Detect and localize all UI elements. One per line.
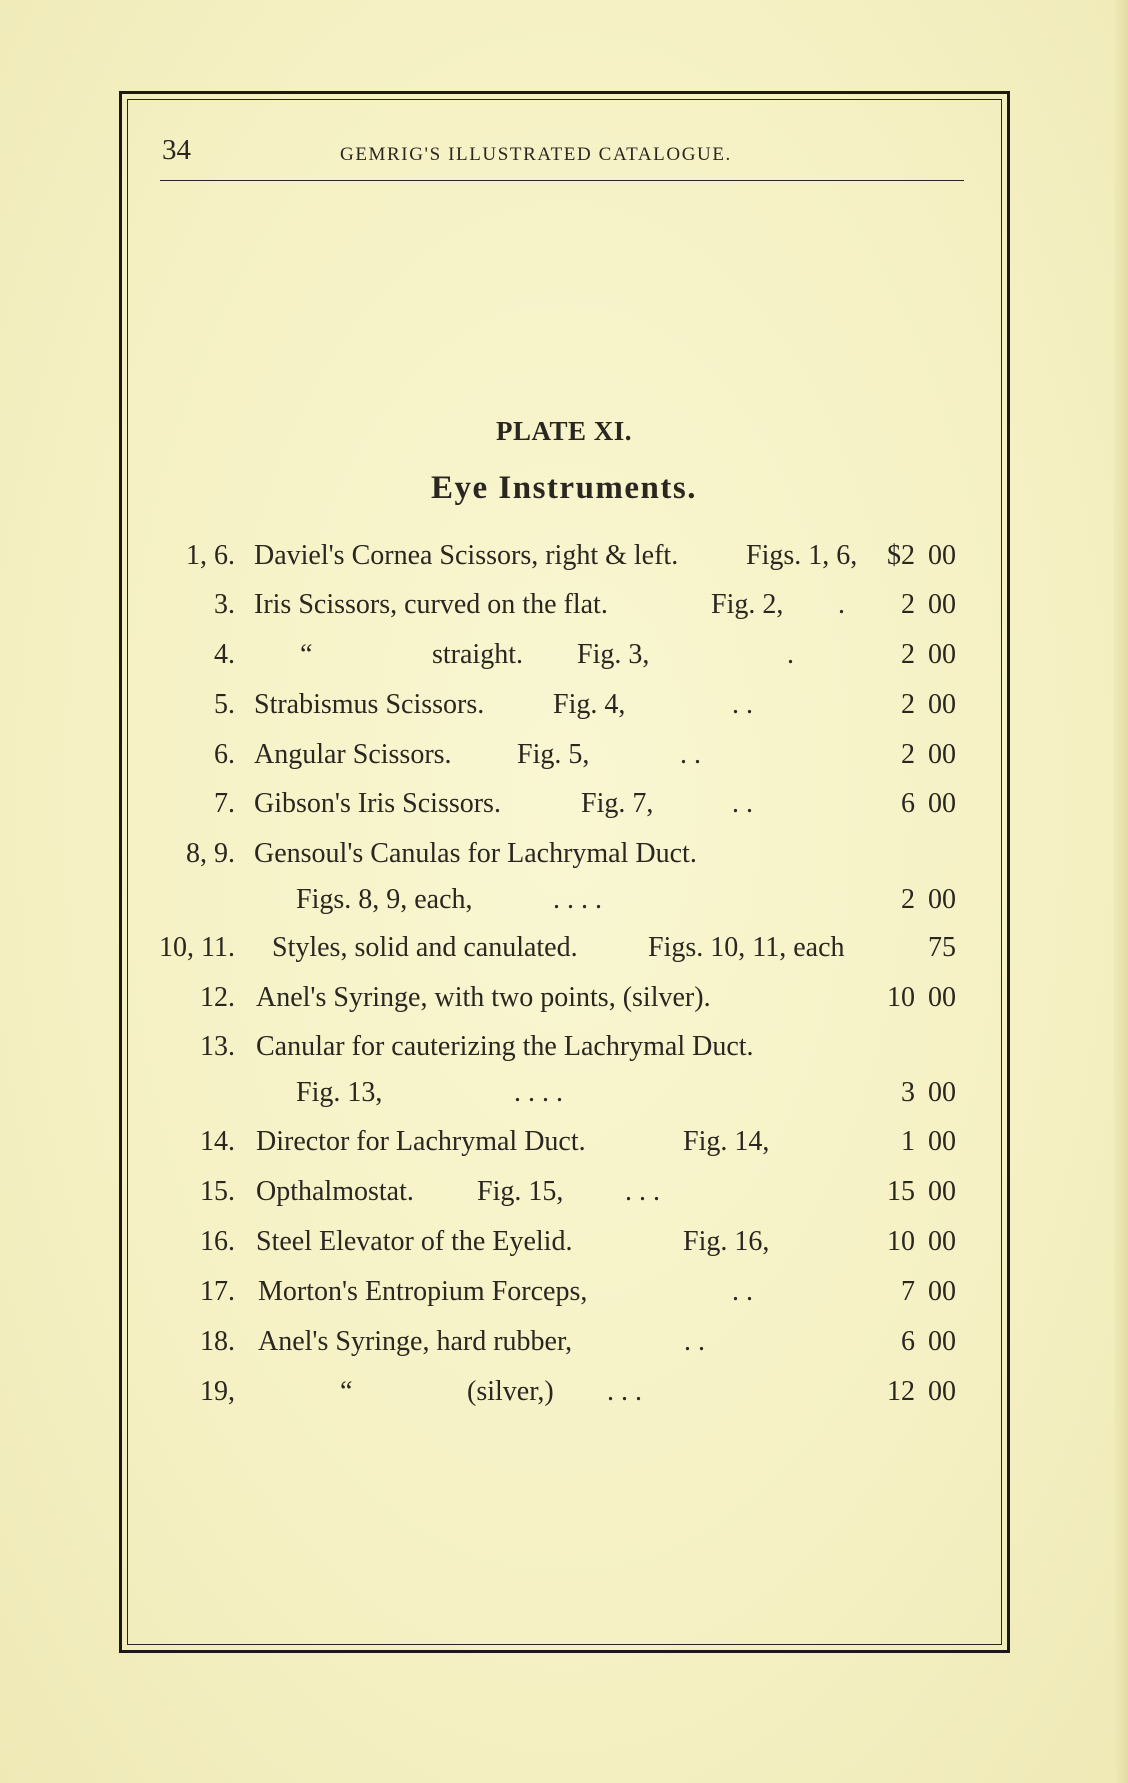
item-number: 19,	[200, 1376, 235, 1407]
list-item-continuation	[0, 1073, 1128, 1113]
item-figure: Fig. 3,	[577, 639, 650, 670]
running-title: GEMRIG'S ILLUSTRATED CATALOGUE.	[340, 144, 732, 165]
item-description: Iris Scissors, curved on the flat.	[254, 589, 608, 620]
list-item	[0, 784, 1128, 824]
page-number: 34	[162, 134, 191, 166]
item-number: 17.	[200, 1276, 235, 1307]
item-number: 15.	[200, 1176, 235, 1207]
item-figure: Figs. 10, 11, each	[648, 932, 845, 963]
plate-title: PLATE XI.	[495, 416, 633, 446]
item-price-dollars: 2	[901, 589, 915, 620]
item-price-cents: 00	[928, 739, 956, 770]
item-price-dollars: 6	[901, 788, 915, 819]
item-description: Anel's Syringe, with two points, (silver).	[256, 982, 711, 1013]
leader-dots: . .	[732, 788, 753, 819]
item-number: 8, 9.	[186, 838, 235, 869]
item-description: Figs. 8, 9, each,	[296, 884, 473, 915]
item-number: 1, 6.	[186, 540, 235, 571]
item-description: (silver,)	[467, 1376, 554, 1407]
leader-dots: . . . .	[553, 884, 602, 915]
item-description: Daviel's Cornea Scissors, right & left.	[254, 540, 679, 571]
item-description: Fig. 13,	[296, 1077, 383, 1108]
item-number: 13.	[200, 1031, 235, 1062]
item-number: 12.	[200, 982, 235, 1013]
item-figure: Fig. 5,	[517, 739, 590, 770]
item-description: Morton's Entropium Forceps,	[258, 1276, 588, 1307]
item-price-dollars: 2	[901, 884, 915, 915]
item-description: Styles, solid and canulated.	[272, 932, 578, 963]
leader-dots: . .	[684, 1326, 705, 1357]
item-figure: Fig. 7,	[581, 788, 654, 819]
list-item	[0, 1372, 1128, 1412]
leader-dots: . . .	[625, 1176, 660, 1207]
list-item	[0, 1027, 1128, 1067]
item-price-dollars: 10	[887, 1226, 915, 1257]
item-price-dollars: 10	[887, 982, 915, 1013]
item-price-dollars: 12	[887, 1376, 915, 1407]
item-price-cents: 00	[928, 1077, 956, 1108]
leader-dots: . .	[680, 739, 701, 770]
list-item	[0, 1272, 1128, 1312]
item-price-dollars: 6	[901, 1326, 915, 1357]
leader-dots: .	[787, 639, 794, 670]
item-description: Opthalmostat.	[256, 1176, 414, 1207]
item-price-dollars: 7	[901, 1276, 915, 1307]
item-number: 5.	[214, 689, 235, 720]
item-price-cents: 00	[928, 788, 956, 819]
section-title: Eye Instruments.	[430, 470, 697, 506]
item-price-cents: 00	[928, 540, 956, 571]
item-number: 10, 11.	[159, 932, 235, 963]
item-price-cents: 00	[928, 639, 956, 670]
item-number: 18.	[200, 1326, 235, 1357]
item-number: 4.	[214, 639, 235, 670]
item-description: Gensoul's Canulas for Lachrymal Duct.	[254, 838, 697, 869]
list-item	[0, 1322, 1128, 1362]
item-figure: Fig. 14,	[683, 1126, 770, 1157]
item-price-cents: 00	[928, 689, 956, 720]
item-description: Steel Elevator of the Eyelid.	[256, 1226, 573, 1257]
ditto-mark: “	[340, 1376, 353, 1407]
item-price-cents: 00	[928, 1376, 956, 1407]
item-number: 3.	[214, 589, 235, 620]
leader-dots: . . .	[607, 1376, 642, 1407]
list-item	[0, 536, 1128, 576]
list-item	[0, 635, 1128, 675]
item-description: Strabismus Scissors.	[254, 689, 485, 720]
list-item	[0, 928, 1128, 968]
item-description: Canular for cauterizing the Lachrymal Duct.	[256, 1031, 754, 1062]
list-item	[0, 685, 1128, 725]
item-price-dollars: 2	[901, 639, 915, 670]
item-number: 6.	[214, 739, 235, 770]
item-description: Gibson's Iris Scissors.	[254, 788, 501, 819]
list-item	[0, 1172, 1128, 1212]
item-figure: Fig. 15,	[477, 1176, 564, 1207]
item-figure: Figs. 1, 6,	[746, 540, 858, 571]
list-item	[0, 1222, 1128, 1262]
leader-dots: . .	[732, 689, 753, 720]
item-description: Director for Lachrymal Duct.	[256, 1126, 586, 1157]
item-price-cents: 00	[928, 1126, 956, 1157]
list-item	[0, 834, 1128, 874]
list-item	[0, 1122, 1128, 1162]
item-price-dollars: 15	[887, 1176, 915, 1207]
item-number: 7.	[214, 788, 235, 819]
item-price-cents: 00	[928, 1326, 956, 1357]
item-price-cents: 00	[928, 1176, 956, 1207]
list-item	[0, 735, 1128, 775]
leader-dots: . .	[732, 1276, 753, 1307]
item-price-cents: 75	[928, 932, 956, 963]
ditto-mark: “	[300, 639, 313, 670]
leader-dots: .	[838, 589, 845, 620]
item-price-cents: 00	[928, 1226, 956, 1257]
item-price-dollars: 1	[901, 1126, 915, 1157]
item-figure: Fig. 4,	[553, 689, 626, 720]
item-figure: Fig. 16,	[683, 1226, 770, 1257]
item-number: 14.	[200, 1126, 235, 1157]
item-price-cents: 00	[928, 589, 956, 620]
list-item	[0, 978, 1128, 1018]
item-price-dollars: $2	[887, 540, 915, 571]
item-figure: Fig. 2,	[711, 589, 784, 620]
item-price-cents: 00	[928, 884, 956, 915]
item-price-dollars: 3	[901, 1077, 915, 1108]
item-price-cents: 00	[928, 982, 956, 1013]
item-description: Angular Scissors.	[254, 739, 452, 770]
leader-dots: . . . .	[514, 1077, 563, 1108]
item-price-dollars: 2	[901, 689, 915, 720]
item-description: Anel's Syringe, hard rubber,	[258, 1326, 573, 1357]
item-number: 16.	[200, 1226, 235, 1257]
item-price-dollars: 2	[901, 739, 915, 770]
list-item	[0, 585, 1128, 625]
item-description: straight.	[432, 639, 523, 670]
item-price-cents: 00	[928, 1276, 956, 1307]
list-item-continuation	[0, 880, 1128, 920]
